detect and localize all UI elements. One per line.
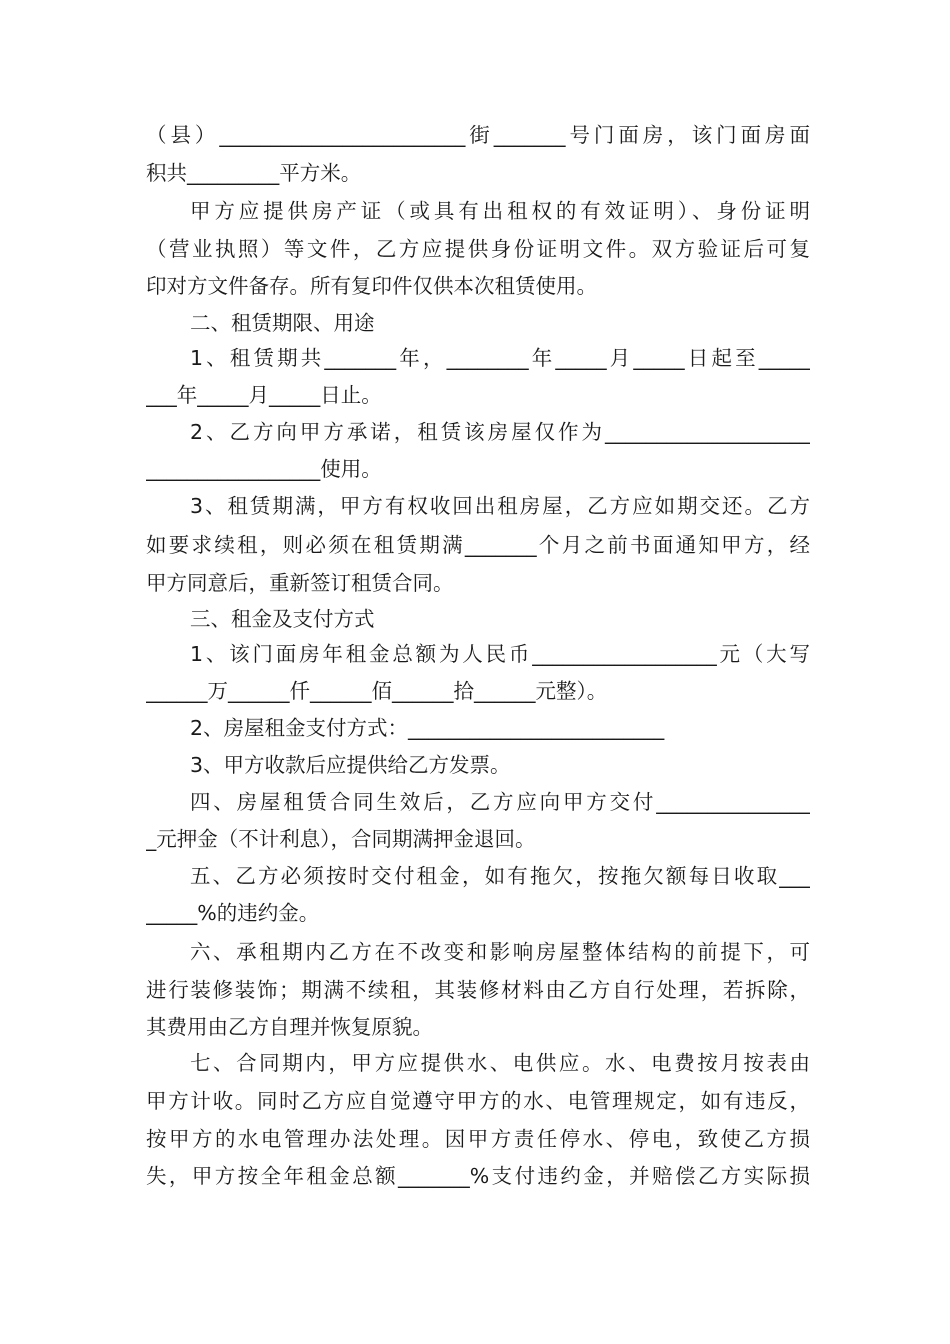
text-line: _____%的违约金。 bbox=[146, 901, 320, 925]
text-line: ___年_____月_____日止。 bbox=[146, 383, 382, 407]
text-line: （县）________________________街_______号门面房，该门面房面 bbox=[146, 123, 810, 147]
section-heading: 四、房屋租赁合同生效后，乙方应向甲方交付_______________ bbox=[190, 790, 810, 814]
text-line: 印对方文件备存。所有复印件仅供本次租赁使用。 bbox=[146, 274, 597, 298]
section-heading: 五、乙方必须按时交付租金，如有拖欠，按拖欠额每日收取___ bbox=[190, 864, 810, 888]
text-line: 其费用由乙方自理并恢复原貌。 bbox=[146, 1015, 433, 1039]
text-line: ______万______仟______佰______拾______元整）。 bbox=[146, 679, 608, 703]
section-heading: 二、租赁期限、用途 bbox=[190, 311, 375, 335]
section-heading: 三、租金及支付方式 bbox=[190, 607, 375, 631]
paragraph-first-line: 2、乙方向甲方承诺，租赁该房屋仅作为____________________ bbox=[190, 420, 810, 444]
text-line: _元押金（不计利息），合同期满押金退回。 bbox=[146, 827, 536, 851]
text-line: （营业执照）等文件，乙方应提供身份证明文件。双方验证后可复 bbox=[146, 237, 810, 261]
paragraph-first-line: 3、甲方收款后应提供给乙方发票。 bbox=[190, 753, 511, 777]
text-line: 按甲方的水电管理办法处理。因甲方责任停水、停电，致使乙方损 bbox=[146, 1127, 810, 1151]
text-line: 失，甲方按全年租金总额_______%支付违约金，并赔偿乙方实际损 bbox=[146, 1164, 810, 1188]
text-line: 甲方同意后，重新签订租赁合同。 bbox=[146, 571, 454, 595]
text-line: 如要求续租，则必须在租赁期满_______个月之前书面通知甲方，经 bbox=[146, 533, 810, 557]
paragraph-first-line: 1、该门面房年租金总额为人民币__________________元（大写 bbox=[190, 642, 810, 666]
paragraph-first-line: 1、租赁期共_______年，________年_____月_____日起至_____ bbox=[190, 346, 810, 370]
text-line: 积共_________平方米。 bbox=[146, 161, 362, 185]
text-line: 进行装修装饰；期满不续租，其装修材料由乙方自行处理，若拆除， bbox=[146, 978, 810, 1002]
text-line: _________________使用。 bbox=[146, 457, 382, 481]
paragraph-first-line: 2、房屋租金支付方式：_________________________ bbox=[190, 716, 665, 740]
paragraph-first-line: 甲方应提供房产证（或具有出租权的有效证明）、身份证明 bbox=[190, 199, 810, 223]
text-line: 甲方计收。同时乙方应自觉遵守甲方的水、电管理规定，如有违反， bbox=[146, 1089, 810, 1113]
paragraph-first-line: 3、租赁期满，甲方有权收回出租房屋，乙方应如期交还。乙方 bbox=[190, 494, 810, 518]
section-heading: 七、合同期内，甲方应提供水、电供应。水、电费按月按表由 bbox=[190, 1051, 810, 1075]
section-heading: 六、承租期内乙方在不改变和影响房屋整体结构的前提下，可 bbox=[190, 940, 810, 964]
